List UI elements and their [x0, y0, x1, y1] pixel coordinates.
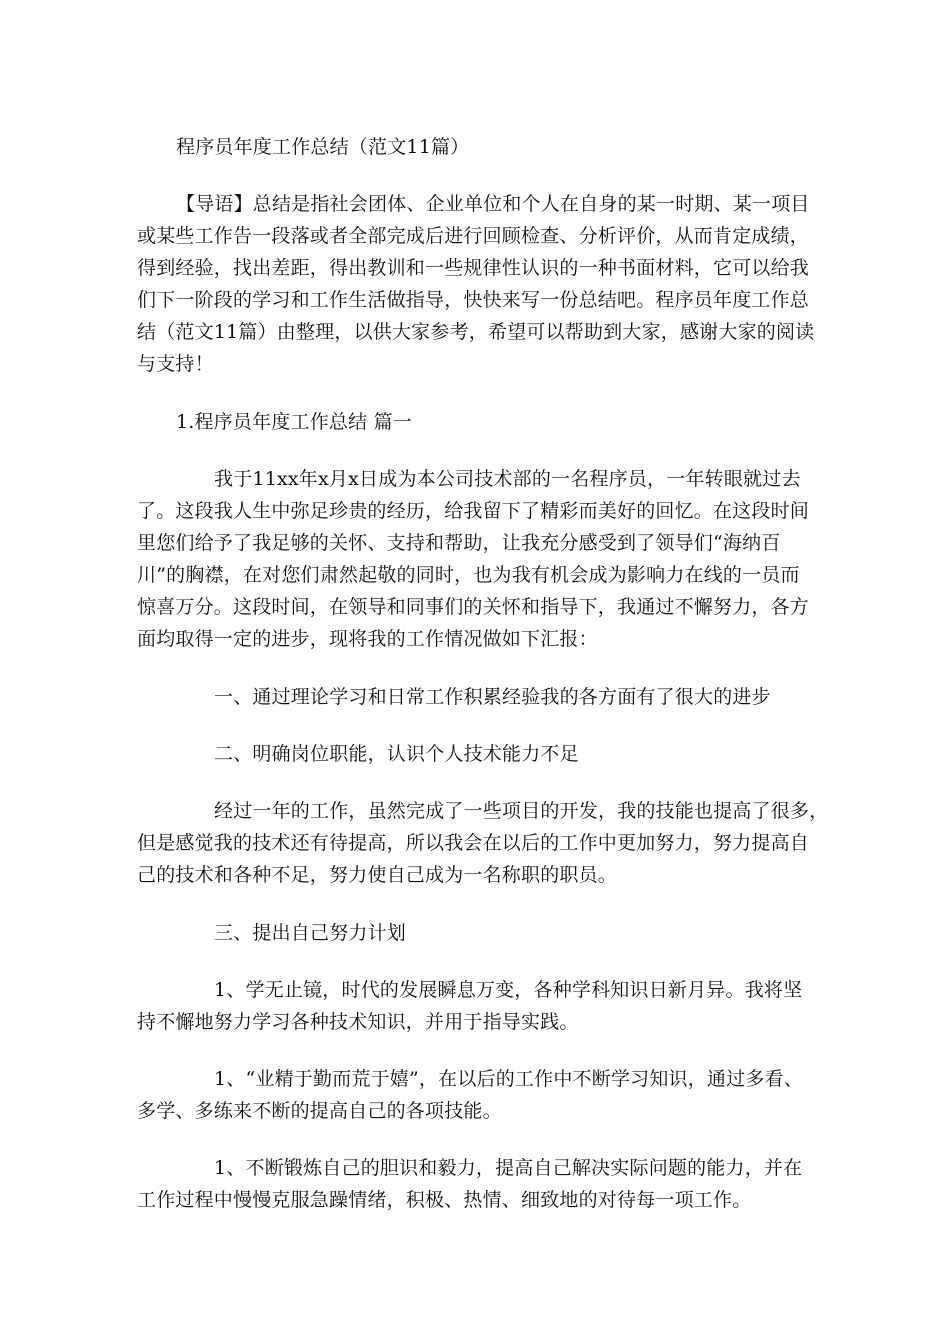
paragraph-line: 川”的胸襟，在对您们肃然起敬的同时，也为我有机会成为影响力在线的一员而: [137, 564, 800, 586]
paragraph-line: 己的技术和各种不足，努力使自己成为一名称职的职员。: [137, 864, 618, 886]
point-heading: 一、通过理论学习和日常工作积累经验我的各方面有了很大的进步: [214, 686, 771, 708]
paragraph-line: 面均取得一定的进步，现将我的工作情况做如下汇报：: [137, 628, 598, 650]
plan-line: 工作过程中慢慢克服急躁情绪，积极、热情、细致地的对待每一项工作。: [137, 1189, 752, 1211]
intro-line: 【导语】总结是指社会团体、企业单位和个人在自身的某一时期、某一项目: [176, 193, 810, 215]
section-heading: 1.程序员年度工作总结 篇一: [176, 411, 412, 433]
plan-line: 多学、多练来不断的提高自己的各项技能。: [137, 1100, 502, 1122]
intro-line: 得到经验，找出差距，得出教训和一些规律性认识的一种书面材料，它可以给我: [137, 257, 810, 279]
document-title: 程序员年度工作总结（范文11篇）: [176, 136, 470, 158]
paragraph-line: 但是感觉我的技术还有待提高，所以我会在以后的工作中更加努力，努力提高自: [137, 832, 810, 854]
plan-line: 持不懈地努力学习各种技术知识，并用于指导实践。: [137, 1011, 579, 1033]
paragraph-line: 了。这段我人生中弥足珍贵的经历，给我留下了精彩而美好的回忆。在这段时间: [137, 500, 810, 522]
point-heading: 三、提出自己努力计划: [214, 922, 407, 944]
intro-line: 或某些工作告一段落或者全部完成后进行回顾检查、分析评价，从而肯定成绩，: [137, 225, 810, 247]
paragraph-line: 惊喜万分。这段时间，在领导和同事们的关怀和指导下，我通过不懈努力，各方: [137, 596, 810, 618]
intro-line: 与支持！: [137, 353, 214, 375]
point-heading: 二、明确岗位职能，认识个人技术能力不足: [214, 743, 579, 765]
paragraph-line: 里您们给予了我足够的关怀、支持和帮助，让我充分感受到了领导们“海纳百: [137, 532, 781, 554]
intro-line: 们下一阶段的学习和工作生活做指导，快快来写一份总结吧。程序员年度工作总: [137, 289, 810, 311]
plan-line: 1、不断锻炼自己的胆识和毅力，提高自己解决实际问题的能力，并在: [214, 1157, 803, 1179]
paragraph-line: 经过一年的工作，虽然完成了一些项目的开发，我的技能也提高了很多，: [214, 800, 829, 822]
intro-line: 结（范文11篇）由整理，以供大家参考，希望可以帮助到大家，感谢大家的阅读: [137, 321, 815, 343]
plan-line: 1、学无止镜，时代的发展瞬息万变，各种学科知识日新月异。我将坚: [214, 979, 803, 1001]
paragraph-line: 我于11xx年x月x日成为本公司技术部的一名程序员，一年转眼就过去: [214, 468, 801, 490]
plan-line: 1、“业精于勤而荒于嬉”，在以后的工作中不断学习知识，通过多看、: [214, 1068, 803, 1090]
